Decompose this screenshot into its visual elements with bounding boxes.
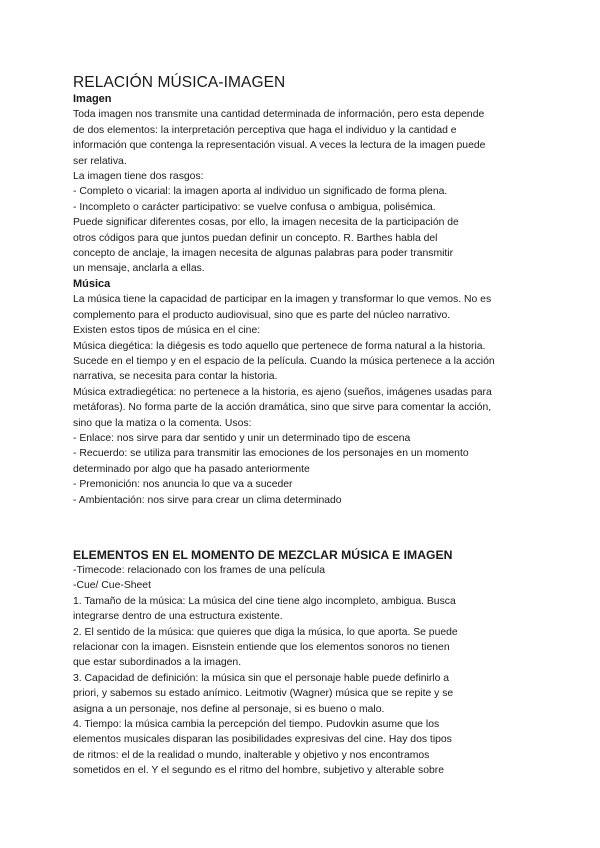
text-line: narrativa, se necesita para contar la historia. bbox=[73, 371, 278, 383]
text-line: otros códigos para que juntos puedan definir un concepto. R. Barthes habla del bbox=[73, 232, 438, 244]
text-line: 2. El sentido de la música: que quieres que diga la música, lo que aporta. Se puede bbox=[73, 626, 458, 638]
musica-paragraphs bbox=[73, 292, 543, 508]
text-line: priori, y sabemos su estado anímico. Leitmotiv (Wagner) música que se repite y se bbox=[73, 688, 454, 700]
text-line: La música tiene la capacidad de participar en la imagen y transformar lo que vemos. No es bbox=[73, 294, 492, 306]
text-line: -Cue/ Cue-Sheet bbox=[73, 580, 151, 592]
text-line: Puede significar diferentes cosas, por ello, la imagen necesita de la participación de bbox=[73, 217, 459, 229]
text-line: Música extradiegética: no pertenece a la historia, es ajeno (sueños, imágenes usadas para bbox=[73, 386, 492, 398]
text-line: Existen estos tipos de música en el cine: bbox=[73, 325, 261, 337]
text-line: - Enlace: nos sirve para dar sentido y unir un determinado tipo de escena bbox=[73, 432, 411, 444]
text-line: Sucede en el tiempo y en el espacio de la película. Cuando la música pertenece a la acción bbox=[73, 355, 495, 367]
text-line: integrarse dentro de una estructura existente. bbox=[73, 611, 283, 623]
subheading-imagen: Imagen bbox=[73, 93, 112, 105]
section-title: RELACIÓN MÚSICA-IMAGEN bbox=[73, 74, 286, 91]
text-line: - Ambientación: nos sirve para crear un clima determinado bbox=[73, 494, 342, 506]
text-line: sino que la matiza o la comenta. Usos: bbox=[73, 417, 252, 429]
text-line: ser relativa. bbox=[73, 155, 127, 167]
text-line: complemento para el producto audiovisual, sino que es parte del núcleo narrativo. bbox=[73, 309, 451, 321]
text-line: 4. Tiempo: la música cambia la percepción del tiempo. Pudovkin asume que los bbox=[73, 719, 440, 731]
subheading-musica: Música bbox=[73, 277, 111, 290]
imagen-paragraphs bbox=[73, 107, 543, 276]
text-line: Toda imagen nos transmite una cantidad determinada de información, pero esta depende bbox=[73, 109, 485, 121]
text-line: un mensaje, anclarla a ellas. bbox=[73, 263, 205, 275]
text-line: - Incompleto o carácter participativo: se vuelve confusa o ambigua, polisémica. bbox=[73, 201, 436, 213]
text-line: Música diegética: la diégesis es todo aquello que pertenece de forma natural a la historia. bbox=[73, 340, 486, 352]
section-relacion-musica-imagen bbox=[73, 74, 543, 508]
text-line: La imagen tiene dos rasgos: bbox=[73, 171, 204, 183]
text-line: de ritmos: el de la realidad o mundo, inalterable y objetivo y nos encontramos bbox=[73, 749, 430, 761]
text-line: sometidos en el. Y el segundo es el ritmo del hombre, subjetivo y alterable sobre bbox=[73, 765, 445, 777]
text-line: de dos elementos: la interpretación perceptiva que haga el individuo y la cantidad e bbox=[73, 124, 457, 136]
text-line: 3. Capacidad de definición: la música sin que el personaje hable puede definirlo a bbox=[73, 672, 450, 684]
text-line: relacionar con la imagen. Eisnstein entiende que los elementos sonoros no tienen bbox=[73, 642, 450, 654]
text-line: - Premonición: nos anuncia lo que va a suceder bbox=[73, 479, 293, 491]
elementos-paragraphs bbox=[73, 563, 543, 779]
text-line: que estar subordinados a la imagen. bbox=[73, 657, 242, 669]
text-line: determinado por algo que ha pasado anteriormente bbox=[73, 463, 310, 475]
text-line: elementos musicales disparan las posibilidades expresivas del cine. Hay dos tipos bbox=[73, 734, 452, 746]
text-line: 1. Tamaño de la música: La música del cine tiene algo incompleto, ambigua. Busca bbox=[73, 595, 456, 607]
text-line: concepto de anclaje, la imagen necesita de algunas palabras para poder transmitir bbox=[73, 248, 454, 260]
text-line: metáforas). No forma parte de la acción dramática, sino que sirve para comentar la acción, bbox=[73, 402, 492, 414]
section-elementos-mezcla bbox=[73, 547, 543, 779]
text-line: información que contenga la representación visual. A veces la lectura de la imagen puede bbox=[73, 140, 486, 152]
text-line: -Timecode: relacionado con los frames de una película bbox=[73, 565, 326, 576]
section-title: ELEMENTOS EN EL MOMENTO DE MEZCLAR MÚSICA E IMAGEN bbox=[73, 548, 453, 562]
text-line: asigna a un personaje, nos define al personaje, si es bueno o malo. bbox=[73, 703, 385, 715]
text-line: - Completo o vicarial: la imagen aporta al individuo un significado de forma plena. bbox=[73, 186, 448, 198]
text-line: - Recuerdo: se utiliza para transmitir las emociones de los personajes en un momento bbox=[73, 448, 469, 460]
